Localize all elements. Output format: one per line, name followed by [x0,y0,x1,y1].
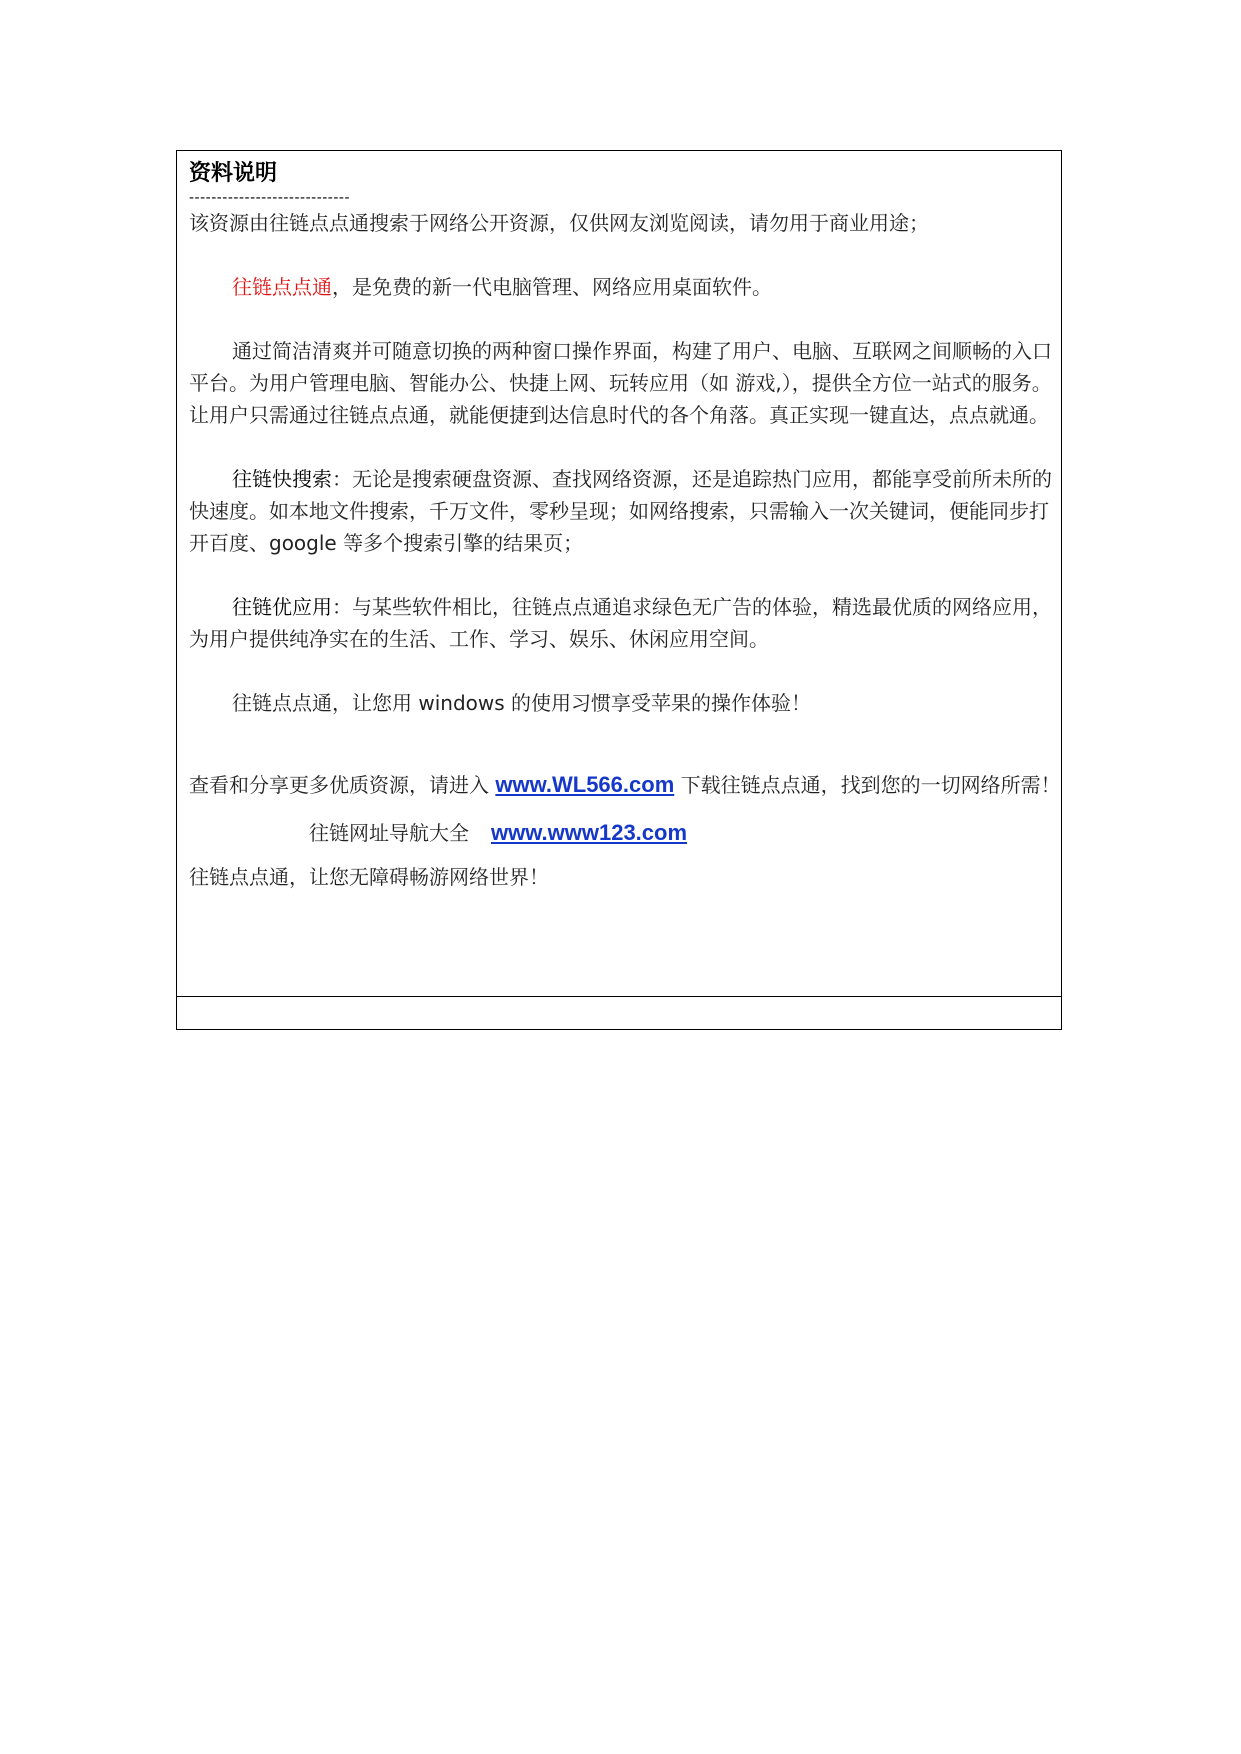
search-text: ：无论是搜索硬盘资源、查找网络资源，还是追踪热门应用，都能享受前所未所的快速度。如本地文件搜索，千万文件，零秒呈现；如网络搜索，只需输入一次关键词，便能同步打开百度、google 等多个搜索引擎的结果页； [189,467,1052,555]
www123-link[interactable]: www.www123.com [491,820,688,845]
info-box [176,150,1062,1030]
search-paragraph [189,463,1061,559]
share-paragraph [189,761,1061,809]
box-divider [177,996,1061,997]
apps-heading: 往链优应用 [232,595,332,619]
info-content [189,151,1061,897]
dash-separator: ----------------------------- [189,191,351,206]
apps-paragraph [189,591,1061,655]
closing-line: 往链点点通，让您无障碍畅游网络世界！ [189,865,549,889]
interface-paragraph: 通过简洁清爽并可随意切换的两种窗口操作界面，构建了用户、电脑、互联网之间顺畅的入口平台。为用户管理电脑、智能办公、快捷上网、玩转应用（如 游戏,），提供全方位一站式的服务。让用户只需通过往链点点通，就能便捷到达信息时代的各个角落。真正实现一键直达，点点就通。 [189,339,1052,427]
apps-text: ：与某些软件相比，往链点点通追求绿色无广告的体验，精选最优质的网络应用，为用户提供纯净实在的生活、工作、学习、娱乐、休闲应用空间。 [189,595,1052,651]
wl566-link[interactable]: www.WL566.com [495,772,675,797]
share-text-after: 下载往链点点通，找到您的一切网络所需！ [674,773,1061,797]
product-intro-paragraph [189,271,1061,303]
nav-label: 往链网址导航大全 [309,821,469,845]
windows-paragraph: 往链点点通，让您用 windows 的使用习惯享受苹果的操作体验！ [232,691,812,715]
share-text-before: 查看和分享更多优质资源，请进入 [189,773,496,797]
nav-line [189,809,1061,857]
product-name-highlight: 往链点点通 [232,275,332,299]
search-heading: 往链快搜索 [232,467,332,491]
product-intro-text: ，是免费的新一代电脑管理、网络应用桌面软件。 [332,275,772,299]
intro-paragraph: 该资源由往链点点通搜索于网络公开资源，仅供网友浏览阅读，请勿用于商业用途； [189,211,929,235]
doc-title: 资料说明 [189,161,278,186]
